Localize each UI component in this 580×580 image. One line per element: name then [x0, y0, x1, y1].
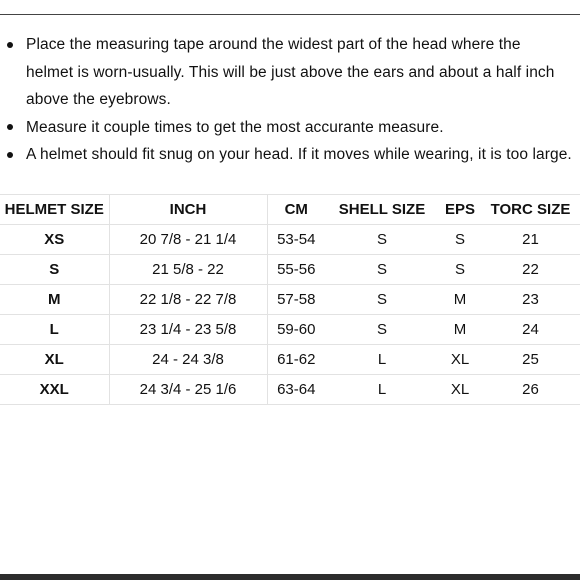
cell-eps: XL [439, 375, 481, 405]
cell-cm: 57-58 [267, 285, 325, 315]
table-row [0, 225, 580, 255]
header-shell-size: SHELL SIZE [325, 195, 439, 225]
fit-instructions-list [0, 31, 580, 169]
instruction-item [0, 141, 580, 169]
helmet-size-table [0, 194, 580, 405]
table-row [0, 345, 580, 375]
cell-eps: XL [439, 345, 481, 375]
cell-torc-size: 22 [481, 255, 580, 285]
cell-cm: 59-60 [267, 315, 325, 345]
bullet-dot-icon [7, 152, 13, 158]
cell-shell-size: L [325, 345, 439, 375]
cell-helmet-size: S [0, 255, 109, 285]
cell-inch: 21 5/8 - 22 [109, 255, 267, 285]
header-torc-size: TORC SIZE [481, 195, 580, 225]
cell-inch: 20 7/8 - 21 1/4 [109, 225, 267, 255]
cell-inch: 22 1/8 - 22 7/8 [109, 285, 267, 315]
instruction-text: Place the measuring tape around the widest part of the head where the helmet is worn-usually. This will be just above the ears and about a half inch above the eyebrows. [26, 36, 555, 108]
cell-torc-size: 23 [481, 285, 580, 315]
cell-inch: 23 1/4 - 23 5/8 [109, 315, 267, 345]
header-helmet-size: HELMET SIZE [0, 195, 109, 225]
bullet-dot-icon [7, 42, 13, 48]
table-row [0, 315, 580, 345]
cell-shell-size: L [325, 375, 439, 405]
cell-shell-size: S [325, 285, 439, 315]
table-row [0, 255, 580, 285]
cell-eps: M [439, 285, 481, 315]
cell-torc-size: 24 [481, 315, 580, 345]
cell-helmet-size: XL [0, 345, 109, 375]
top-divider [0, 14, 580, 15]
cell-cm: 55-56 [267, 255, 325, 285]
header-inch: INCH [109, 195, 267, 225]
instruction-text: A helmet should fit snug on your head. If it moves while wearing, it is too large. [26, 146, 572, 163]
instruction-item [0, 31, 580, 114]
header-eps: EPS [439, 195, 481, 225]
cell-cm: 63-64 [267, 375, 325, 405]
cell-eps: S [439, 225, 481, 255]
table-header-row [0, 195, 580, 225]
instruction-item [0, 114, 580, 142]
cell-helmet-size: XXL [0, 375, 109, 405]
bullet-dot-icon [7, 124, 13, 130]
cell-helmet-size: L [0, 315, 109, 345]
cell-helmet-size: XS [0, 225, 109, 255]
bottom-bar [0, 574, 580, 580]
cell-cm: 61-62 [267, 345, 325, 375]
cell-cm: 53-54 [267, 225, 325, 255]
instruction-text: Measure it couple times to get the most accurante measure. [26, 118, 444, 136]
cell-inch: 24 3/4 - 25 1/6 [109, 375, 267, 405]
cell-shell-size: S [325, 315, 439, 345]
cell-eps: S [439, 255, 481, 285]
cell-shell-size: S [325, 225, 439, 255]
cell-inch: 24 - 24 3/8 [109, 345, 267, 375]
cell-torc-size: 26 [481, 375, 580, 405]
cell-torc-size: 21 [481, 225, 580, 255]
cell-helmet-size: M [0, 285, 109, 315]
table-row [0, 285, 580, 315]
table-row [0, 375, 580, 405]
cell-eps: M [439, 315, 481, 345]
header-cm: CM [267, 195, 325, 225]
cell-shell-size: S [325, 255, 439, 285]
cell-torc-size: 25 [481, 345, 580, 375]
